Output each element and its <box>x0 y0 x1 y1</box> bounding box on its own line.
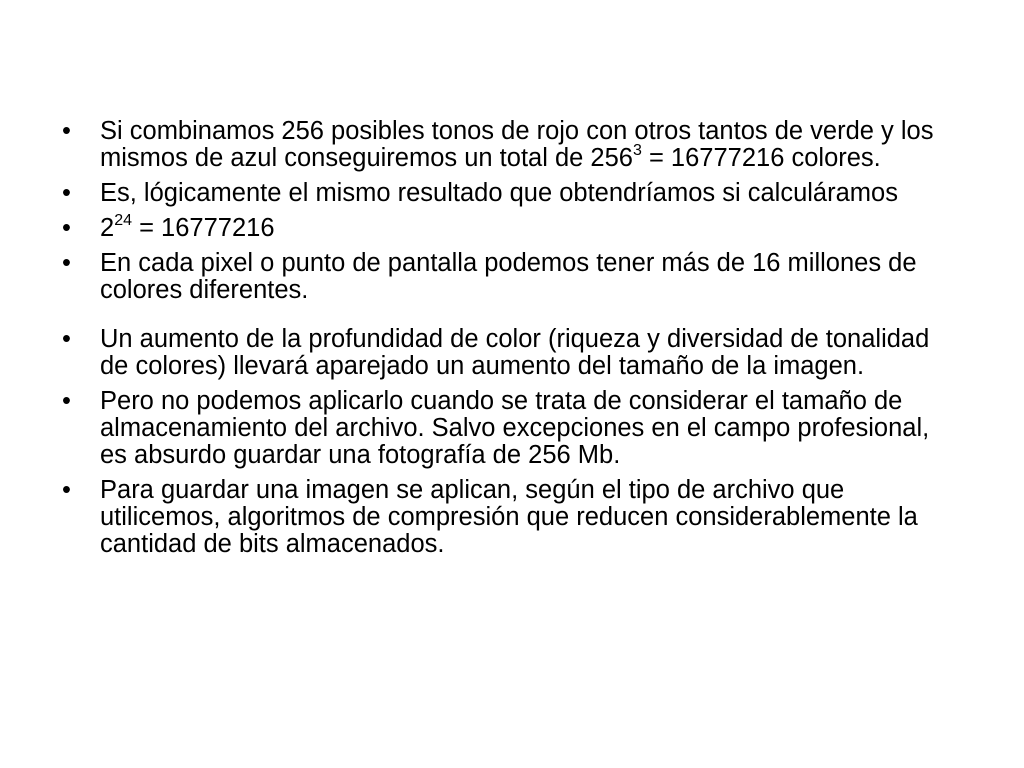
bullet-icon: • <box>62 179 71 207</box>
bullet-item-color-depth <box>62 326 962 380</box>
bullet-list <box>62 118 962 566</box>
bullet-icon: • <box>62 325 71 353</box>
bullet-item-compression <box>62 477 962 558</box>
bullet-text: Si combinamos 256 posibles tonos de rojo con otros tantos de verde y los mismos de azul conseguiremos un total de $256^3 = 16777216$ colores. <box>100 117 934 172</box>
bullet-text: Un aumento de la profundidad de color (riqueza y diversidad de tonalidad de colores) llevará aparejado un aumento del tamaño de la imagen. <box>100 325 930 380</box>
bullet-text: Pero no podemos aplicarlo cuando se trata de considerar el tamaño de almacenamiento del archivo. Salvo excepciones en el campo profesional, es absurdo guardar una fotografía de 256 Mb. <box>100 387 930 469</box>
exponent: 24 <box>114 211 132 229</box>
bullet-item-color-combination <box>62 118 962 172</box>
bullet-item-power-formula <box>62 211 962 242</box>
bullet-item-storage-size <box>62 388 962 469</box>
bullet-icon: • <box>62 117 71 145</box>
bullet-item-same-result <box>62 180 962 207</box>
bullet-icon: • <box>62 476 71 504</box>
bullet-icon: • <box>62 249 71 277</box>
bullet-text: Es, lógicamente el mismo resultado que obtendríamos si calculáramos <box>100 179 898 207</box>
bullet-text: En cada pixel o punto de pantalla podemos tener más de 16 millones de colores diferentes. <box>100 249 917 304</box>
bullet-text: $2^{24} = 16777216$ <box>100 211 275 242</box>
bullet-item-pixel-colors <box>62 250 962 304</box>
bullet-icon: • <box>62 387 71 415</box>
bullet-text: Para guardar una imagen se aplican, según el tipo de archivo que utilicemos, algoritmos de compresión que reducen considerablemente la cantidad de bits almacenados. <box>100 476 918 558</box>
bullet-icon: • <box>62 214 71 242</box>
exponent: 3 <box>632 141 642 159</box>
